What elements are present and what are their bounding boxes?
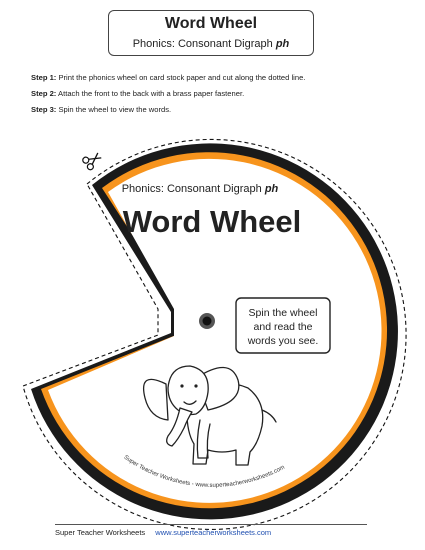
step-2-label: Step 2: bbox=[31, 89, 57, 98]
wheel-title: Word Wheel bbox=[122, 204, 302, 239]
instruction-line-1: Spin the wheel bbox=[248, 307, 318, 319]
step-2-text: Attach the front to the back with a brass paper fastener. bbox=[58, 89, 245, 98]
step-3-text: Spin the wheel to view the words. bbox=[58, 105, 172, 114]
step-3-label: Step 3: bbox=[31, 105, 57, 114]
instruction-line-3: words you see. bbox=[247, 335, 319, 347]
footer-url[interactable]: www.superteacherworksheets.com bbox=[155, 528, 272, 537]
footer-brand: Super Teacher Worksheets bbox=[55, 528, 146, 537]
step-1-text: Print the phonics wheel on card stock paper and cut along the dotted line. bbox=[58, 73, 306, 82]
page-footer bbox=[55, 524, 367, 537]
scissors-icon bbox=[82, 150, 104, 171]
page-title: Word Wheel bbox=[164, 15, 258, 32]
fastener-hole-icon bbox=[199, 313, 215, 329]
subtitle-prefix: Phonics: Consonant Digraph bbox=[132, 38, 273, 50]
subtitle-digraph: ph bbox=[275, 38, 290, 50]
step-1-label: Step 1: bbox=[31, 73, 57, 82]
wheel-subtitle: Phonics: Consonant Digraph ph bbox=[121, 183, 279, 195]
wheel-credit: Super Teacher Worksheets - www.superteacherworksheets.com bbox=[122, 454, 286, 489]
instruction-line-2: and read the bbox=[253, 321, 313, 333]
